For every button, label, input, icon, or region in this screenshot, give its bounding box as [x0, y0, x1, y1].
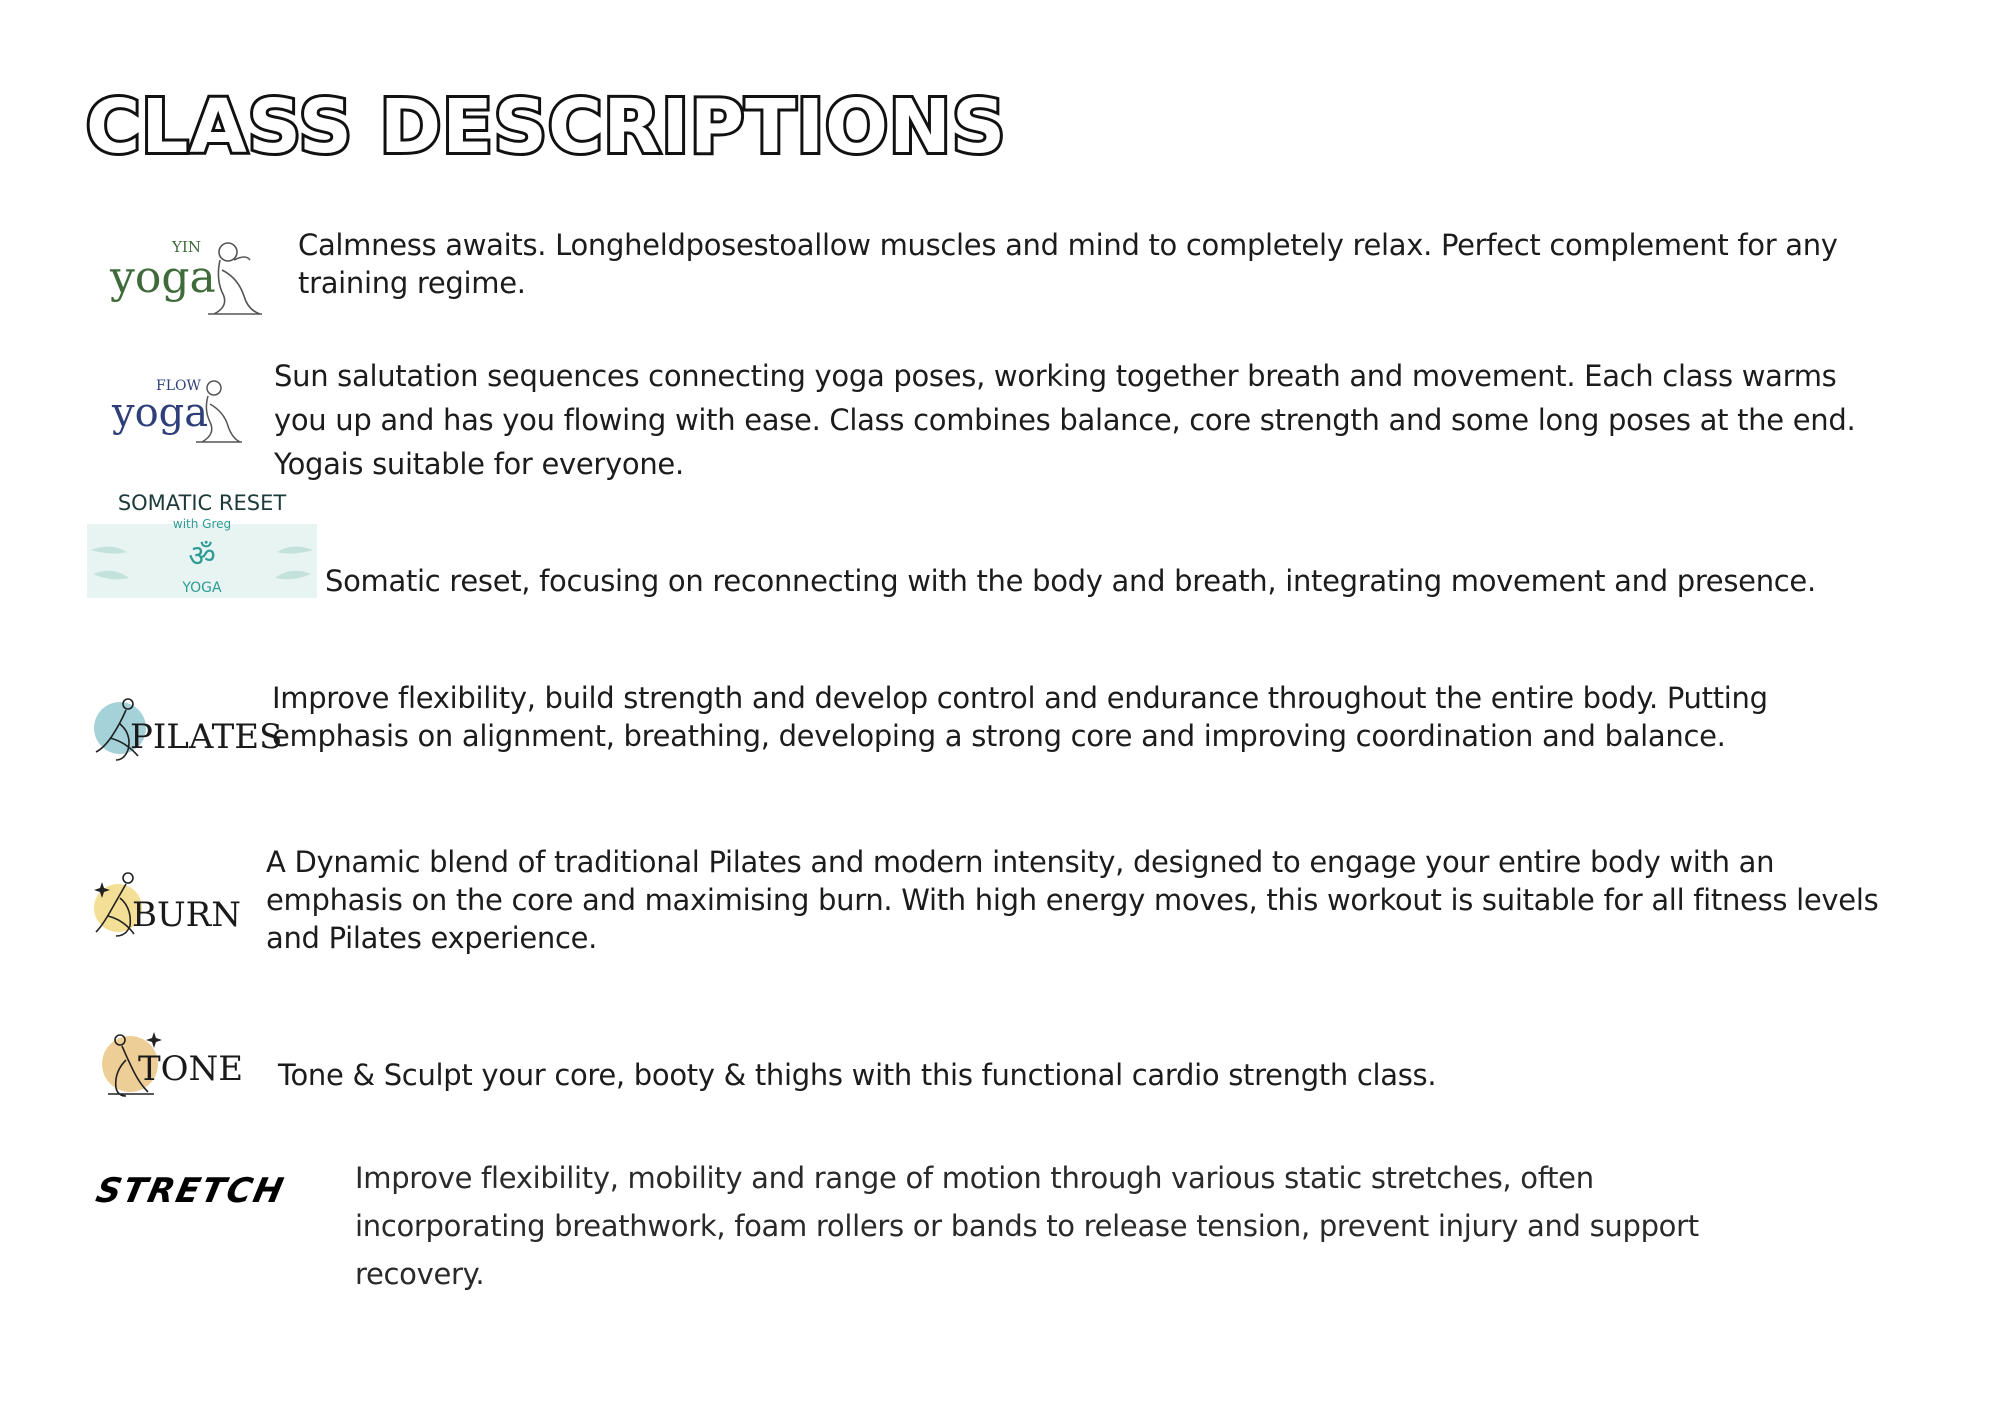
pilates-description: Improve flexibility, build strength and develop control and endurance throughout the entire body. Putting emphasis on alignment, breathing, developing a strong core and improving coordination and balance.: [272, 681, 1768, 753]
yin-yoga-logo: [104, 230, 264, 320]
yin-yoga-logo-top-word: YIN: [172, 238, 201, 256]
somatic-reset-logo: [87, 490, 317, 598]
tone-logo-word: TONE: [138, 1049, 244, 1089]
yin-yoga-logo-main-word: yoga: [110, 252, 216, 303]
somatic-reset-logo-subtitle: with Greg: [172, 517, 232, 531]
stretch-description: Improve flexibility, mobility and range of motion through various static stretches, often incorporating breathwork, foam rollers or bands to release tension, prevent injury and support recovery.: [355, 1161, 1699, 1291]
somatic-reset-logo-bottom-word: YOGA: [182, 580, 222, 596]
burn-description: A Dynamic blend of traditional Pilates and modern intensity, designed to engage your entire body with an emphasis on the core and maximising burn. With high energy moves, this workout is suitable for all fitness levels and Pilates experience.: [266, 845, 1879, 955]
om-icon: ॐ: [188, 539, 216, 574]
yoga-figure-icon: [208, 243, 262, 314]
yin-yoga-description: Calmness awaits. Longheldposestoallow muscles and mind to completely relax. Perfect complement for any training regime.: [298, 228, 1838, 300]
tone-logo: [98, 1028, 242, 1100]
pilates-logo-word: PILATES: [130, 717, 283, 757]
burn-logo-word: BURN: [132, 895, 241, 935]
burn-logo: [90, 868, 241, 940]
pilates-logo: [90, 690, 283, 764]
page-title: CLASS DESCRIPTIONS: [86, 84, 1007, 170]
somatic-reset-description: Somatic reset, focusing on reconnecting with the body and breath, integrating movement and presence.: [325, 564, 1816, 598]
flow-yoga-logo-main-word: yoga: [112, 390, 209, 436]
somatic-reset-logo-title: SOMATIC RESET: [117, 491, 287, 515]
stretch-logo-word: STRETCH: [92, 1171, 289, 1211]
flow-yoga-logo-top-word: FLOW: [156, 378, 201, 394]
tone-description: Tone & Sculpt your core, booty & thighs with this functional cardio strength class.: [278, 1058, 1437, 1092]
stretch-logo: [92, 1166, 328, 1214]
flow-yoga-description: Sun salutation sequences connecting yoga poses, working together breath and movement. Each class warms you up and has you flowing with ease. Class combines balance, core strength and some long poses at the end. Yogais suitable for everyone.: [274, 359, 1856, 481]
flow-yoga-logo: [110, 370, 244, 450]
